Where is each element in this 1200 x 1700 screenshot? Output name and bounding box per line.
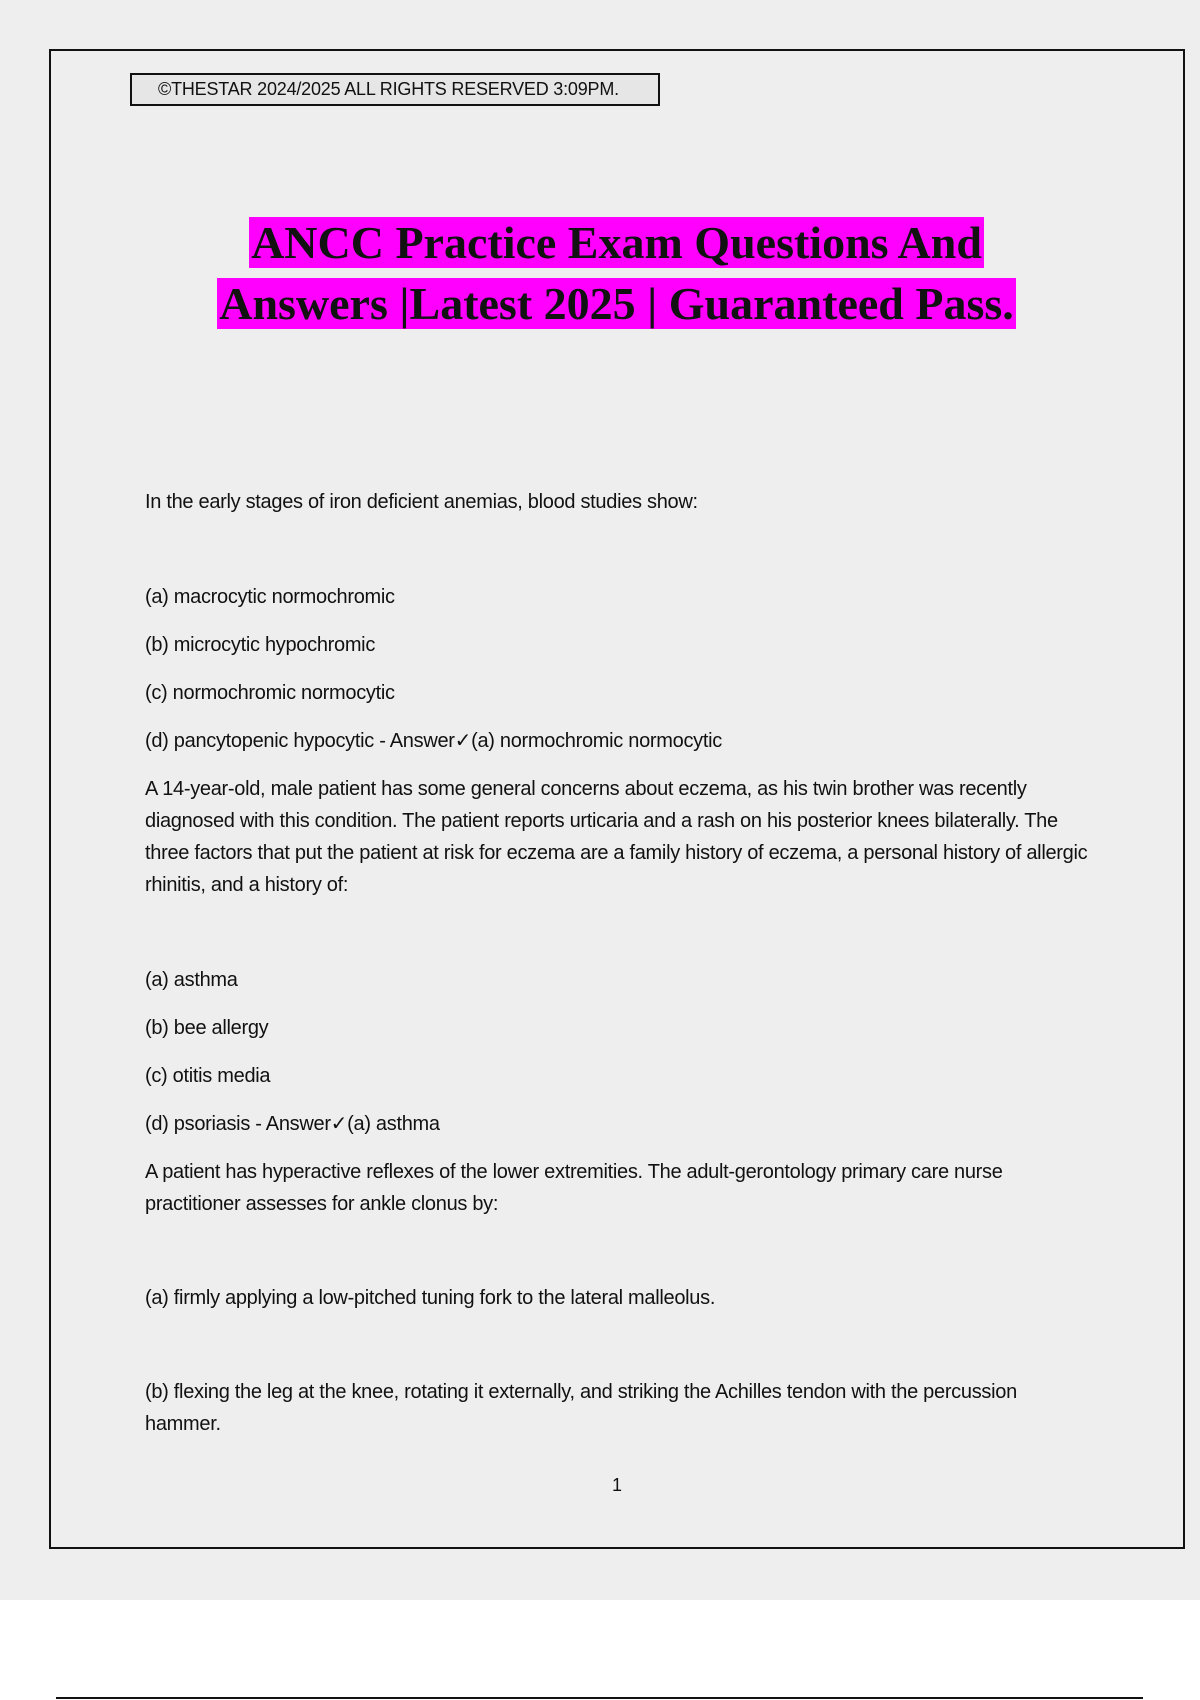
title-line-2: Answers |Latest 2025 | Guaranteed Pass. [219,278,1014,329]
answer-option: (b) flexing the leg at the knee, rotating it externally, and striking the Achilles tendon with the percussion hammer. [145,1381,1017,1435]
answer-option: (c) otitis media [145,1065,271,1087]
answer-option: (b) bee allergy [145,1017,269,1039]
answer-option: (a) macrocytic normochromic [145,586,395,608]
question-stem: A 14-year-old, male patient has some general concerns about eczema, as his twin brother was recently diagnosed with this condition. The patient reports urticaria and a rash on his posterior knees bilaterally. The three factors that put the patient at risk for eczema are a family history of eczema, a personal history of allergic rhinitis, and a history of: [145,778,1088,896]
title-line-1: ANCC Practice Exam Questions And [251,217,982,268]
answer-option: (c) normochromic normocytic [145,682,395,704]
question-stem: A patient has hyperactive reflexes of the lower extremities. The adult-gerontology primary care nurse practitioner assesses for ankle clonus by: [145,1161,1003,1215]
copyright-header: ©THESTAR 2024/2025 ALL RIGHTS RESERVED 3:09PM. [130,73,660,106]
answer-option: (a) firmly applying a low-pitched tuning fork to the lateral malleolus. [145,1287,716,1309]
question-stem: In the early stages of iron deficient anemias, blood studies show: [145,491,698,513]
page-number: 1 [611,1475,622,1495]
answer-option: (d) psoriasis - Answer✓(a) asthma [145,1113,440,1135]
answer-option: (a) asthma [145,969,238,991]
document-body [145,486,1095,1440]
answer-option: (b) microcytic hypochromic [145,634,376,656]
answer-option: (d) pancytopenic hypocytic - Answer✓(a) normochromic normocytic [145,730,722,752]
next-page-rule [56,1697,1143,1699]
document-title [60,212,1173,334]
